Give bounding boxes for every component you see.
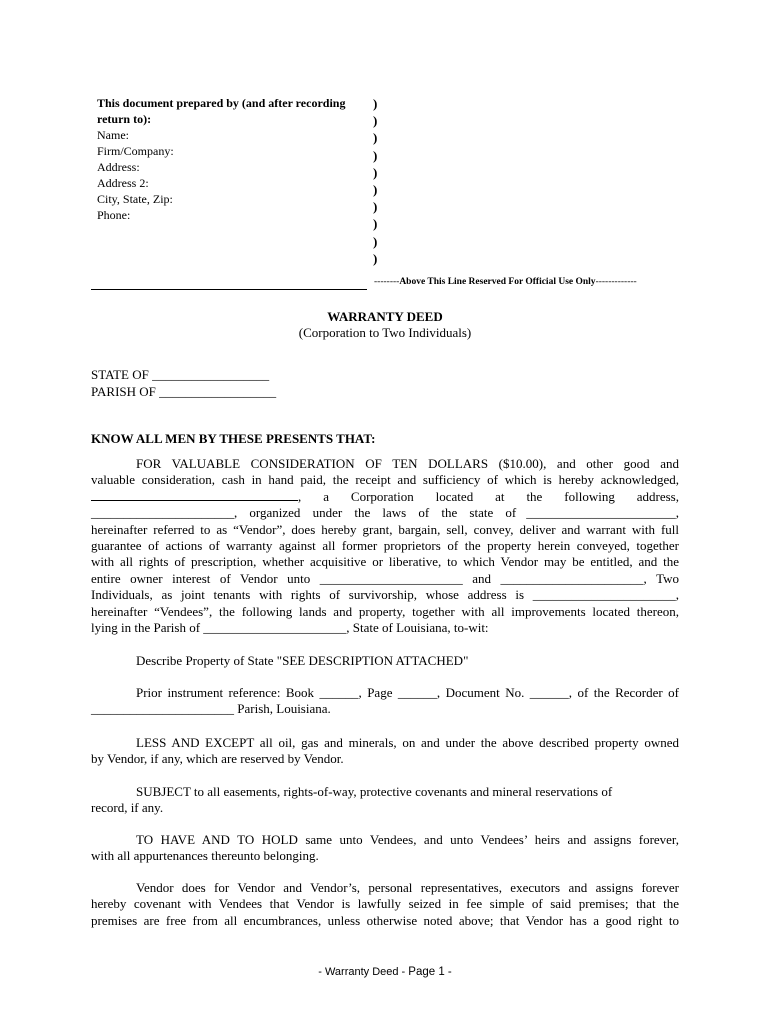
para1-line: hereinafter referred to as “Vendor”, does hereby grant, bargain, sell, convey, deliver and warrant with full	[91, 521, 679, 537]
covenant-paragraph	[91, 880, 679, 929]
subject-line: SUBJECT to all easements, rights-of-way, protective covenants and mineral reservations of	[136, 784, 613, 799]
parish-of-line: PARISH OF __________________	[91, 384, 277, 399]
preparer-address-label: Address:	[97, 160, 140, 174]
paren: )	[373, 147, 378, 163]
paren: )	[373, 181, 378, 197]
reserved-dashes-right: -------------	[595, 277, 637, 287]
reserved-text: Above This Line Reserved For Official Use Only	[399, 277, 596, 287]
paren: )	[373, 96, 378, 111]
preparer-phone-label: Phone:	[97, 208, 131, 222]
page-footer	[0, 966, 770, 978]
habendum-line: with all appurtenances thereunto belonging.	[91, 848, 319, 864]
para1-line: valuable consideration, cash in hand paid, the receipt and sufficiency of which is hereby acknowledged,	[91, 472, 679, 488]
preparer-city-label: City, State, Zip:	[97, 192, 173, 206]
para1-line: with all rights of prescription, whether acquisitive or liberative, to which Vendor may be entitled, and the	[91, 554, 679, 570]
paren: )	[373, 216, 378, 232]
para1-line-text: , a Corporation located at the following address,	[298, 488, 679, 504]
preparer-name-label: Name:	[97, 128, 129, 142]
preparer-address2-label: Address 2:	[97, 176, 149, 190]
venue-block	[91, 366, 276, 400]
document-subtitle: (Corporation to Two Individuals)	[298, 325, 472, 340]
consideration-paragraph	[91, 456, 679, 636]
para1-line	[91, 505, 679, 521]
covenant-line: Vendor does for Vendor and Vendor’s, personal representatives, executors and assigns forever	[136, 880, 679, 895]
subject-paragraph	[91, 784, 679, 817]
document-title: WARRANTY DEED	[327, 309, 443, 324]
para1-line: guarantee of actions of warranty against all former proprietors of the property herein conveyed, together	[91, 538, 679, 554]
vendor-name-blank	[91, 489, 298, 501]
less-line: LESS AND EXCEPT all oil, gas and minerals, on and under the above described property owned	[136, 735, 679, 750]
preparer-firm-label: Firm/Company:	[97, 144, 174, 158]
reserved-dashes-left: --------	[374, 277, 400, 287]
paren-column	[373, 95, 383, 267]
paren: )	[373, 113, 378, 129]
para1-line-text: _______________________,	[526, 505, 679, 521]
page-number: Page 1 -	[408, 966, 452, 978]
para1-line: entire owner interest of Vendor unto ______________________ and ______________________, Two	[91, 570, 679, 586]
covenant-line: hereby covenant with Vendees that Vendor is lawfully seized in fee simple of said premises; that the	[91, 896, 679, 912]
para1-line: lying in the Parish of ______________________, State of Louisiana, to-wit:	[91, 620, 489, 636]
paren: )	[373, 233, 378, 249]
prior-line: Prior instrument reference: Book ______, Page ______, Document No. ______, of the Recorder of	[136, 685, 679, 700]
prior-instrument-paragraph	[91, 685, 679, 718]
covenant-line: premises are free from all encumbrances, unless otherwise noted above; that Vendor has a good right to	[91, 912, 679, 928]
footer-doc-name: - Warranty Deed -	[318, 966, 409, 978]
subject-line: record, if any.	[91, 800, 164, 816]
preparer-heading: This document prepared by (and after recording	[97, 96, 346, 110]
less-line: by Vendor, if any, which are reserved by Vendor.	[91, 751, 344, 767]
state-of-line: STATE OF __________________	[91, 367, 270, 382]
habendum-paragraph	[91, 832, 679, 865]
recording-line	[91, 289, 367, 290]
prior-line: ______________________ Parish, Louisiana.	[91, 701, 331, 717]
paren: )	[373, 199, 378, 215]
paren: )	[373, 130, 378, 146]
para1-line-text: ______________________, organized under the laws of the state of	[91, 505, 517, 521]
para1-line: hereinafter “Vendees”, the following lands and property, together with all improvements located thereon,	[91, 603, 679, 619]
reserved-notice	[374, 277, 637, 287]
preparer-block	[97, 95, 367, 223]
paren: )	[373, 164, 378, 180]
property-description: Describe Property of State "SEE DESCRIPTION ATTACHED"	[136, 653, 469, 668]
paren: )	[373, 250, 378, 266]
know-all-heading: KNOW ALL MEN BY THESE PRESENTS THAT:	[91, 431, 376, 446]
para1-line	[91, 489, 679, 505]
habendum-line: TO HAVE AND TO HOLD same unto Vendees, and unto Vendees’ heirs and assigns forever,	[136, 832, 679, 847]
para1-line: Individuals, as joint tenants with rights of survivorship, whose address is ______________________,	[91, 587, 679, 603]
less-except-paragraph	[91, 735, 679, 768]
para1-line: FOR VALUABLE CONSIDERATION OF TEN DOLLARS ($10.00), and other good and	[136, 456, 679, 471]
preparer-heading-cont: return to):	[97, 112, 152, 126]
